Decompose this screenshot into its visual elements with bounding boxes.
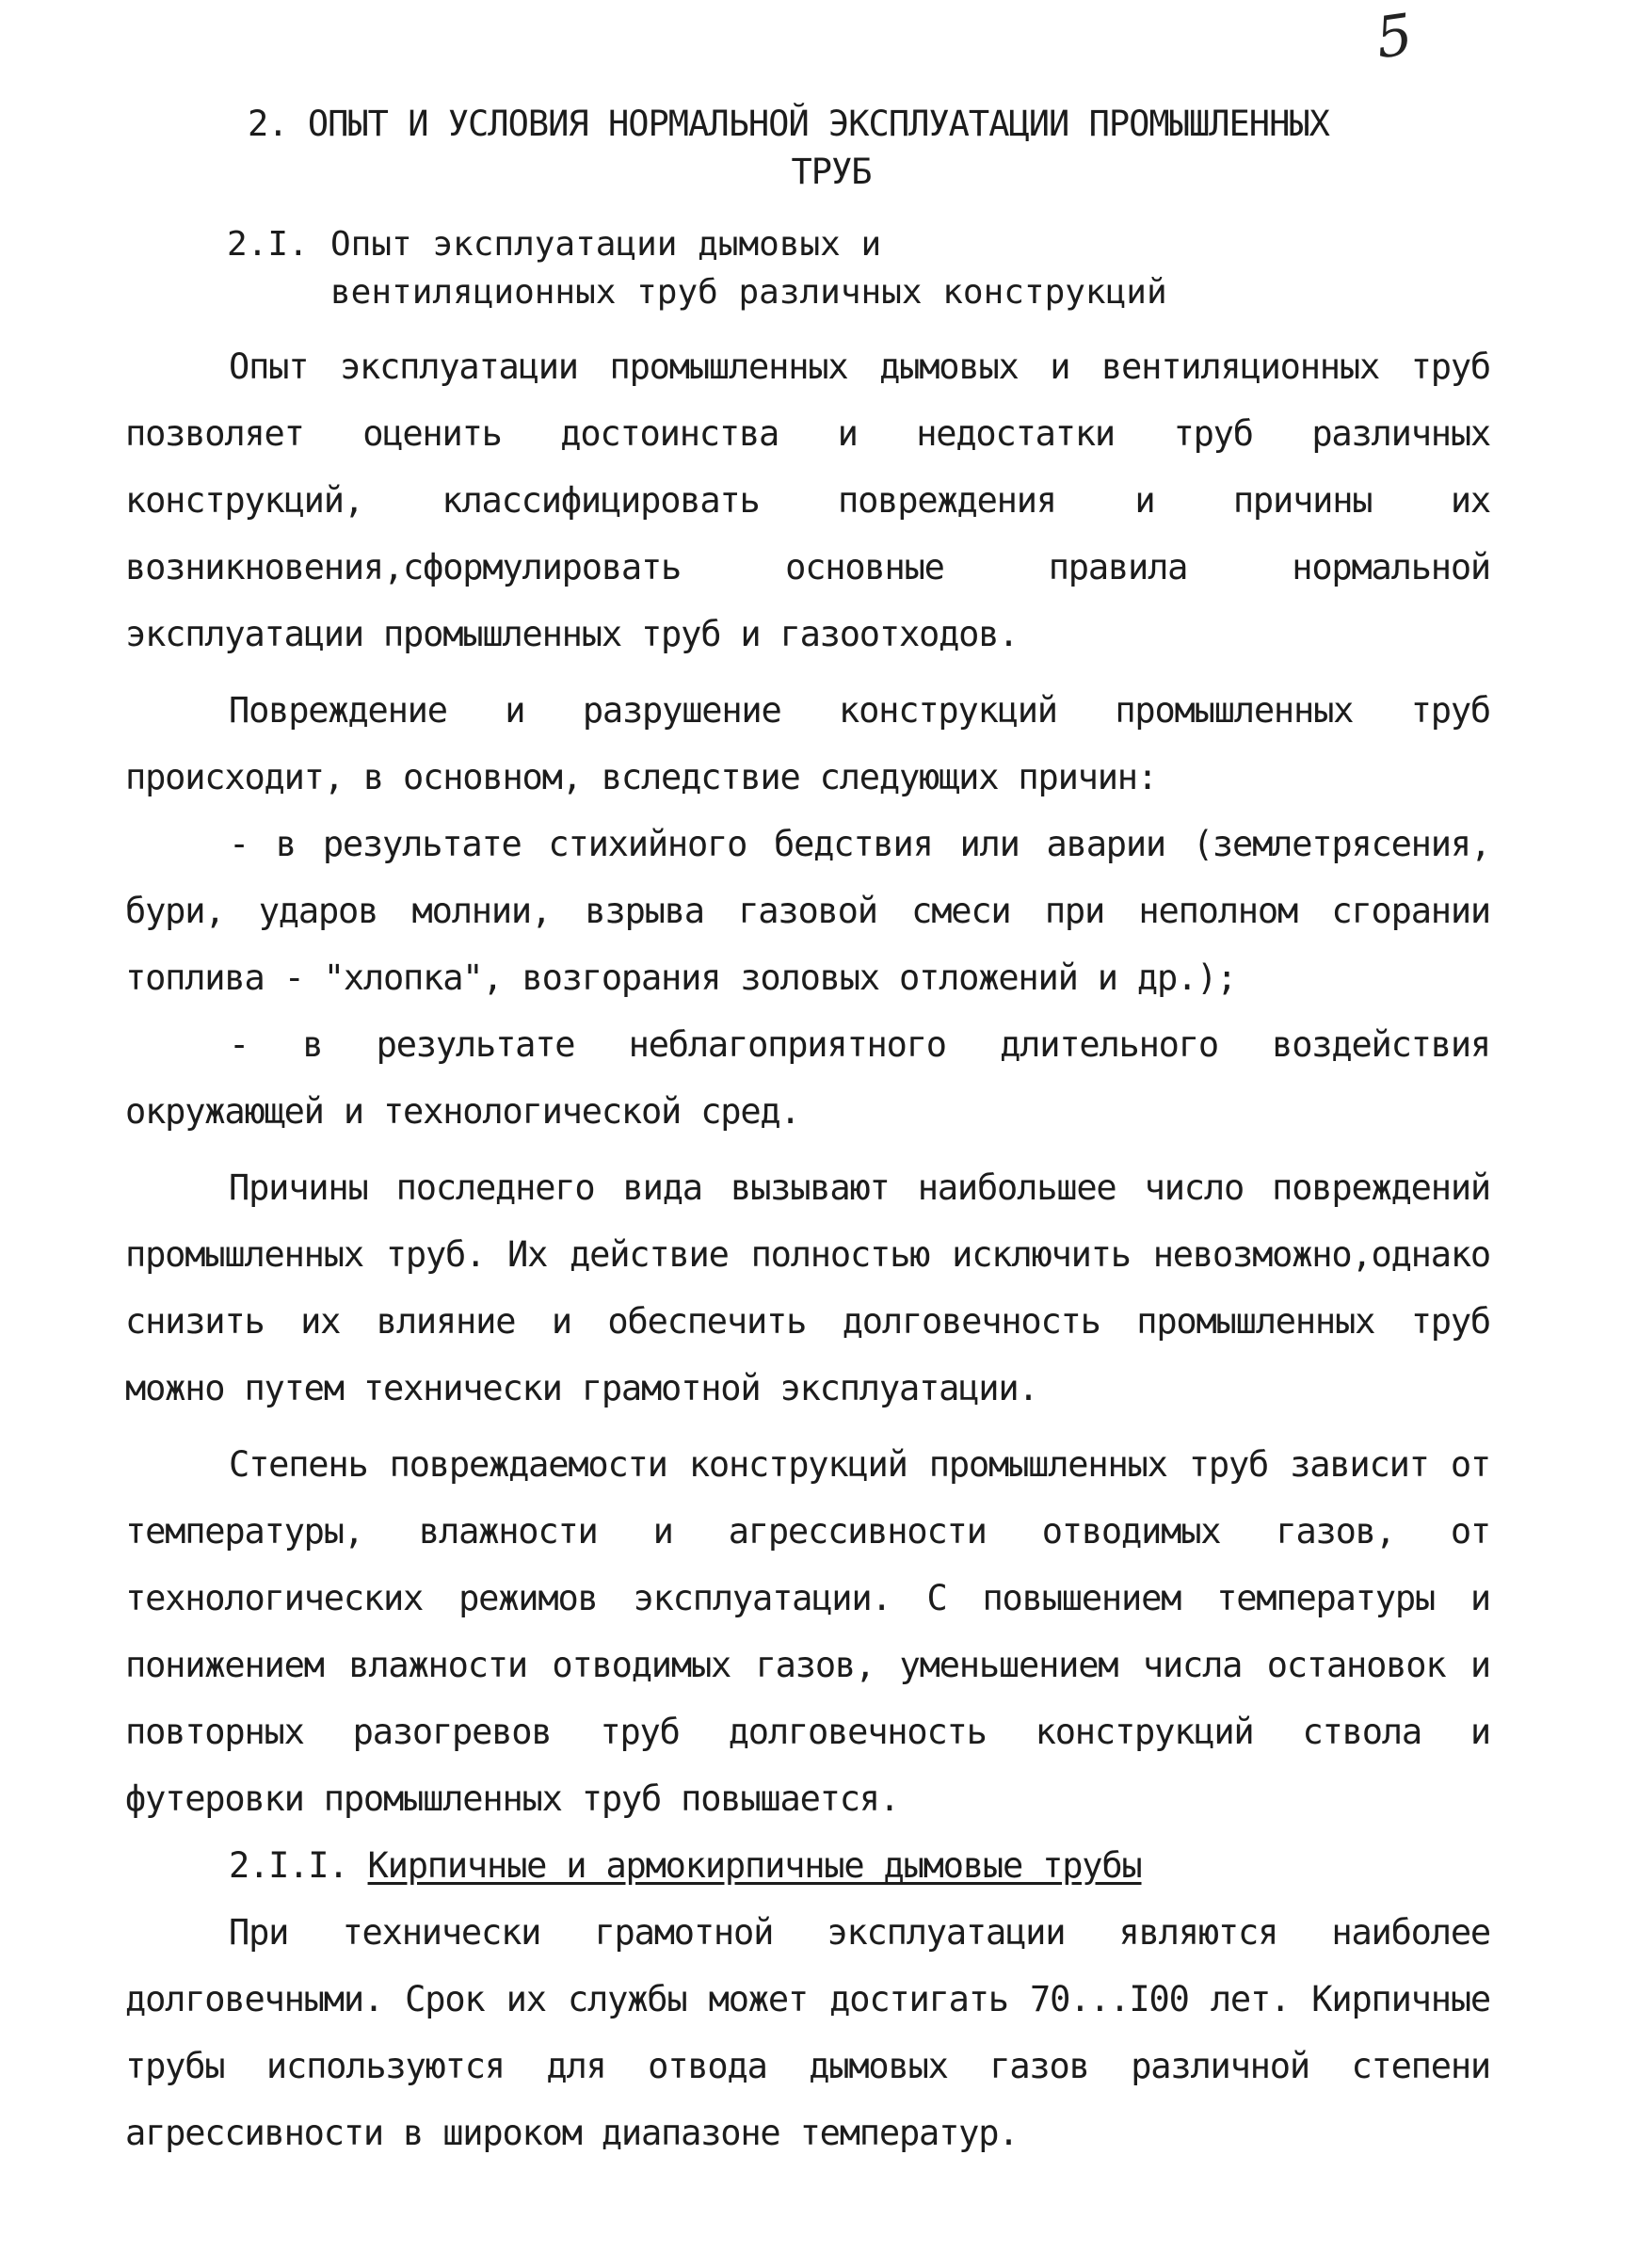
- section-2-1-1-heading: [229, 1832, 1490, 1899]
- list-item-2: - в результате неблагоприятного длительного воздействия окружающей и технологической сред.: [125, 1024, 1490, 1132]
- section-2-1-heading: [227, 220, 1490, 316]
- paragraph-3: Причины последнего вида вызывают наибольшее число повреждений промышленных труб. Их действие полностью исключить невозможно,однако снизить их влияние и обеспечить долговечность промышленных труб можно путем технически грамотной эксплуатации.: [125, 1167, 1490, 1408]
- paragraph-4: Степень повреждаемости конструкций промышленных труб зависит от температуры, влажности и агрессивности отводимых газов, от технологических режимов эксплуатации. С повышением температуры и понижением влажности отводимых газов, уменьшением числа остановок и повторных разогревов труб долговечность конструкций ствола и футеровки промышленных труб повышается.: [125, 1444, 1490, 1819]
- section-2-1-number: 2.I.: [227, 225, 309, 264]
- section-2-1-1-title: Кирпичные и армокирпичные дымовые трубы: [367, 1845, 1142, 1886]
- page-number: 5: [1372, 1, 1417, 72]
- document-body: [125, 100, 1490, 2166]
- paragraph-5: При технически грамотной эксплуатации являются наиболее долговечными. Срок их службы может достигать 70...I00 лет. Кирпичные трубы используются для отвода дымовых газов различной степени агрессивности в широком диапазоне температур.: [125, 1912, 1490, 2153]
- list-item-1: - в результате стихийного бедствия или аварии (землетрясения, бури, ударов молнии, взрыва газовой смеси при неполном сгорании топлива - "хлопка", возгорания золовых отложений и др.);: [125, 824, 1490, 998]
- chapter-heading-line2: ТРУБ: [791, 152, 872, 192]
- chapter-heading-line1: 2. ОПЫТ И УСЛОВИЯ НОРМАЛЬНОЙ ЭКСПЛУАТАЦИИ ПРОМЫШЛЕННЫХ: [248, 104, 1329, 144]
- paragraph-2: Повреждение и разрушение конструкций промышленных труб происходит, в основном, вследствие следующих причин:: [125, 690, 1490, 797]
- section-2-1-title: Опыт эксплуатации дымовых и вентиляционных труб различных конструкций: [330, 225, 1167, 312]
- section-2-1-1-number: 2.I.I.: [229, 1845, 348, 1886]
- paragraph-1: Опыт эксплуатации промышленных дымовых и вентиляционных труб позволяет оценить достоинства и недостатки труб различных конструкций, классифицировать повреждения и причины их возникновения,сформулировать основные правила нормальной эксплуатации промышленных труб и газоотходов.: [125, 346, 1490, 654]
- chapter-heading: [248, 100, 1340, 196]
